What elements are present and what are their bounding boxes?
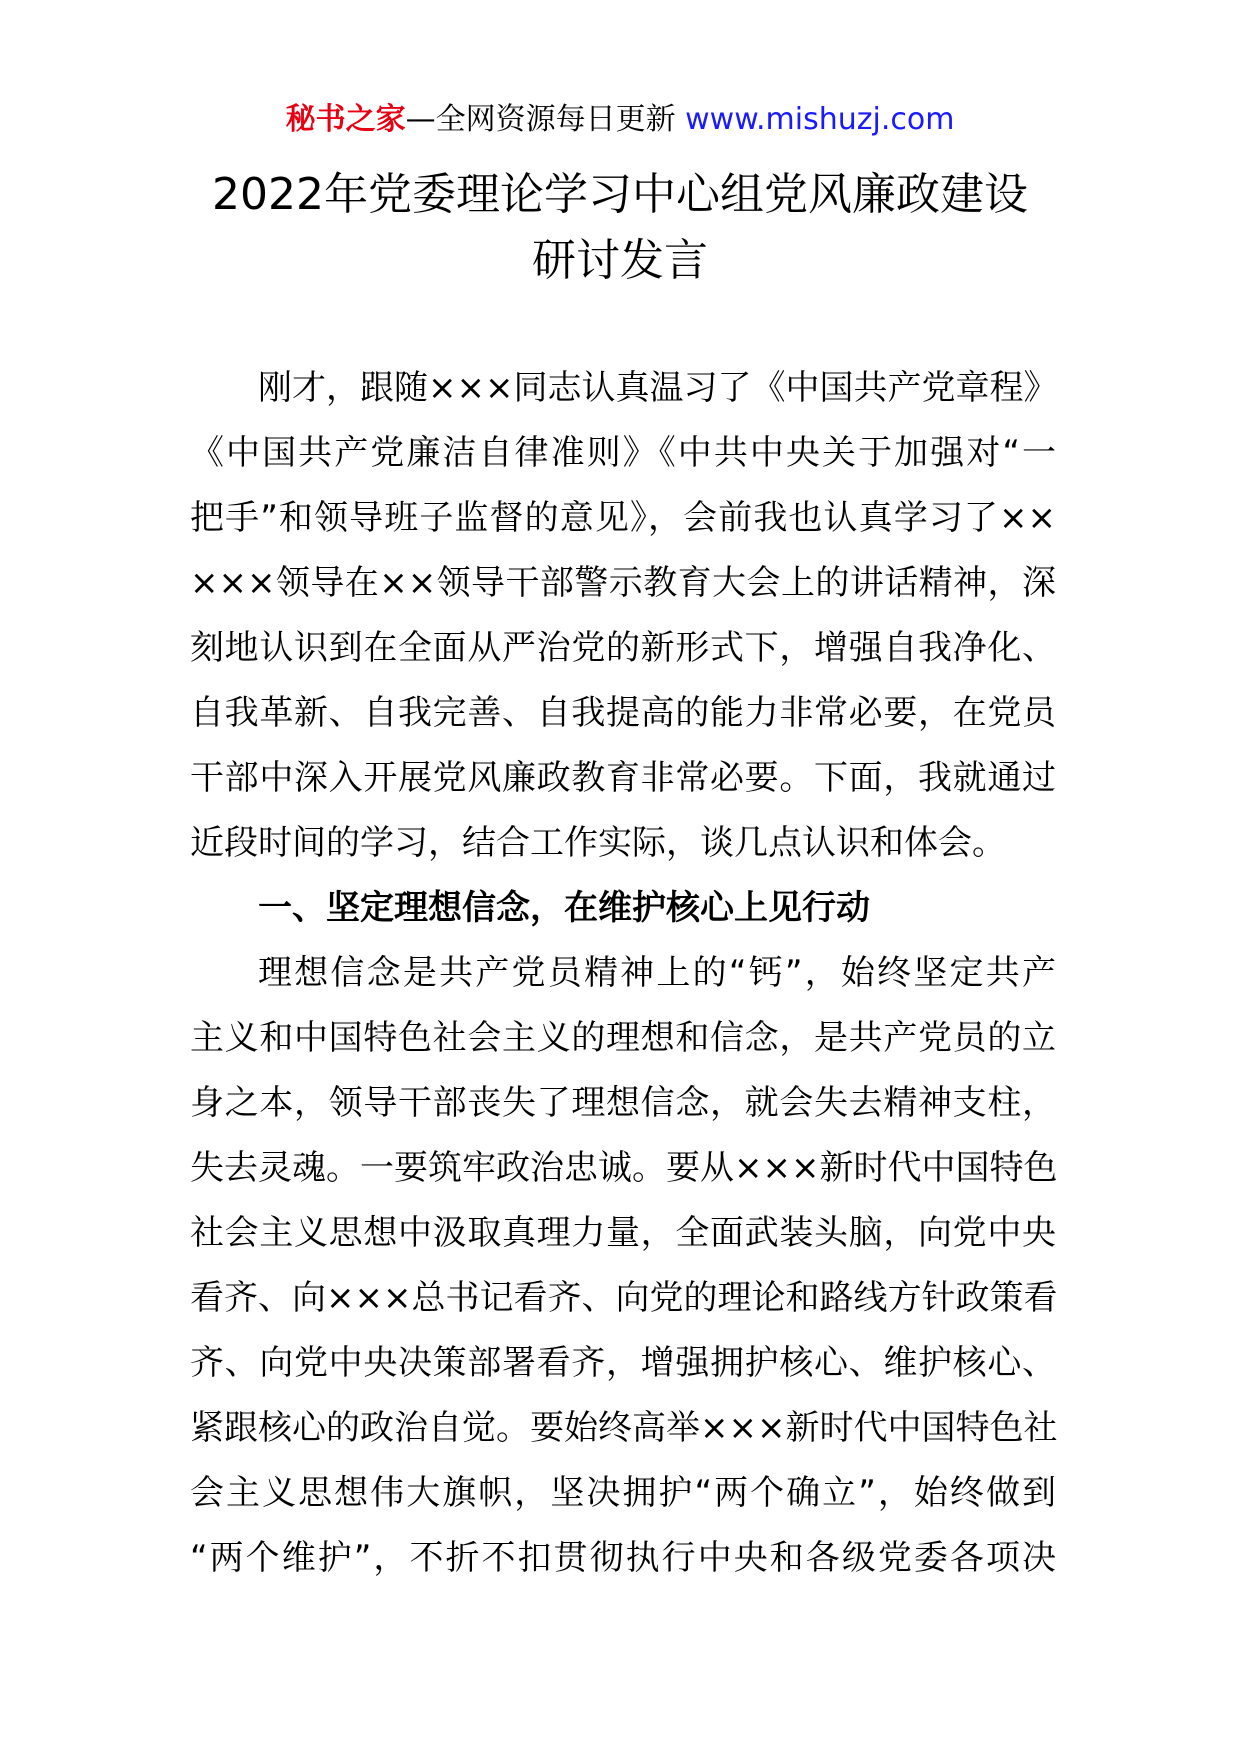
paragraph-line: 失去灵魂。一要筑牢政治忠诚。要从×××新时代中国特色	[190, 1148, 1058, 1188]
section-heading: 一、坚定理想信念，在维护核心上见行动	[258, 888, 870, 928]
paragraph-line: 近段时间的学习，结合工作实际，谈几点认识和体会。	[190, 823, 1006, 863]
paragraph-line: 主义和中国特色社会主义的理想和信念，是共产党员的立	[190, 1018, 1056, 1058]
paragraph-line: 刚才，跟随×××同志认真温习了《中国共产党章程》	[258, 368, 1058, 408]
paragraph-line: 紧跟核心的政治自觉。要始终高举×××新时代中国特色社	[190, 1408, 1058, 1448]
paragraph-line: ×××领导在××领导干部警示教育大会上的讲话精神，深	[190, 563, 1056, 603]
header-slogan: —全网资源每日更新	[405, 102, 686, 137]
document-body	[190, 356, 1056, 1591]
title-line-2: 研讨发言	[532, 235, 708, 286]
site-url-link[interactable]: www.mishuzj.com	[685, 102, 955, 137]
paragraph-line: 看齐、向×××总书记看齐、向党的理论和路线方针政策看	[190, 1278, 1058, 1318]
paragraph-line: 干部中深入开展党风廉政教育非常必要。下面，我就通过	[190, 758, 1056, 798]
document-title	[0, 162, 1240, 294]
paragraph-line: “两个维护”，不折不扣贯彻执行中央和各级党委各项决	[190, 1538, 1056, 1578]
site-header	[0, 100, 1240, 140]
paragraph-line: 齐、向党中央决策部署看齐，增强拥护核心、维护核心、	[190, 1343, 1056, 1383]
paragraph-line: 理想信念是共产党员精神上的“钙”，始终坚定共产	[258, 953, 1056, 993]
paragraph-line: 会主义思想伟大旗帜，坚决拥护“两个确立”，始终做到	[190, 1473, 1056, 1513]
brand-name: 秘书之家	[285, 102, 406, 137]
paragraph-line: 自我革新、自我完善、自我提高的能力非常必要，在党员	[190, 693, 1056, 733]
paragraph-line: 刻地认识到在全面从严治党的新形式下，增强自我净化、	[190, 628, 1056, 668]
paragraph-line: 《中国共产党廉洁自律准则》《中共中央关于加强对“一	[190, 433, 1056, 473]
title-line-1: 2022年党委理论学习中心组党风廉政建设	[212, 169, 1028, 220]
paragraph-line: 社会主义思想中汲取真理力量，全面武装头脑，向党中央	[190, 1213, 1056, 1253]
paragraph-line: 身之本，领导干部丧失了理想信念，就会失去精神支柱，	[190, 1083, 1056, 1123]
paragraph-line: 把手”和领导班子监督的意见》，会前我也认真学习了××	[190, 498, 1056, 538]
